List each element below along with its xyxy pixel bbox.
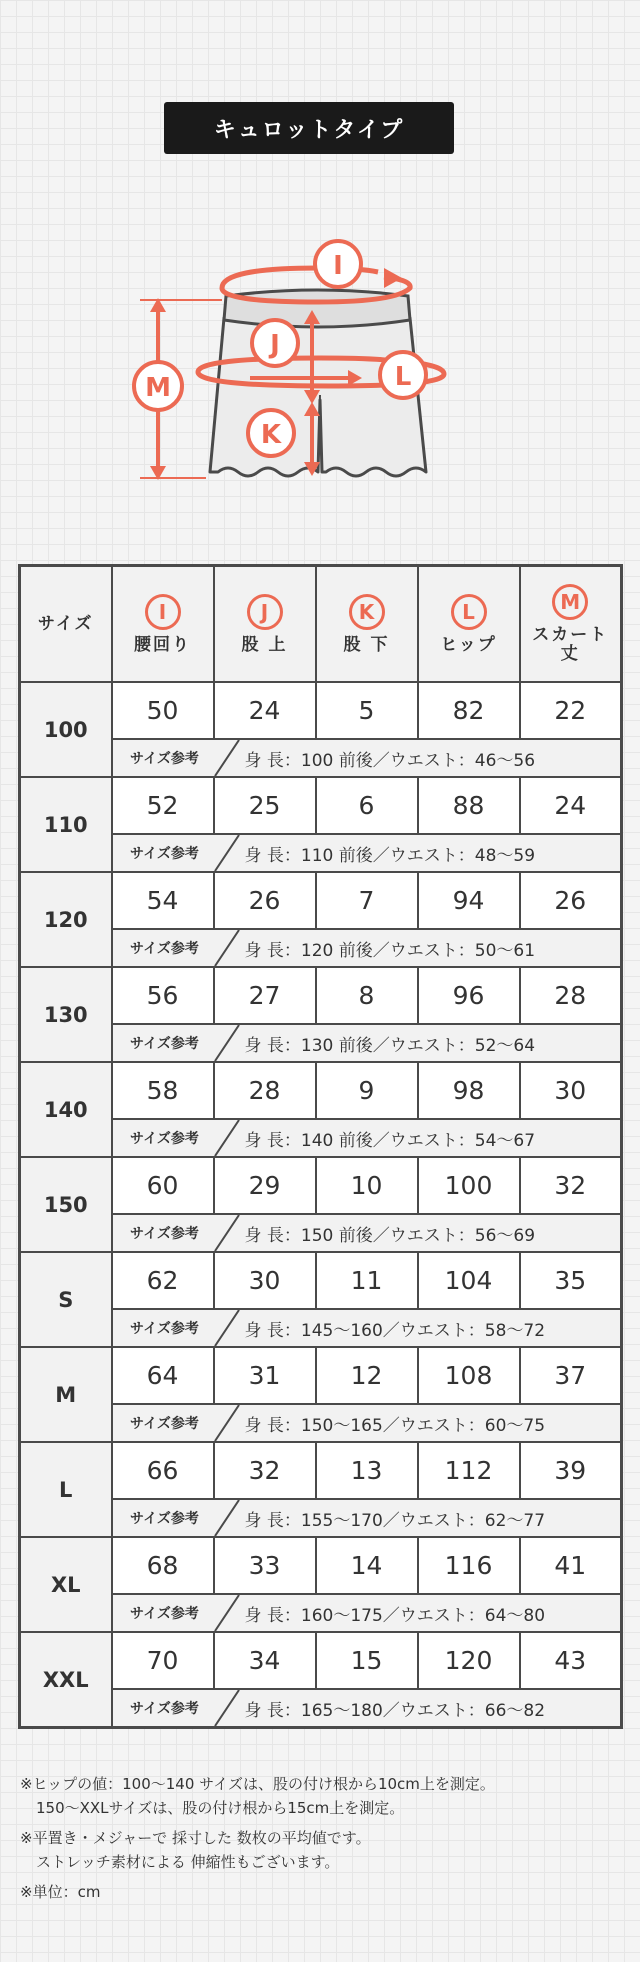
column-label-length: スカート丈 — [532, 625, 609, 664]
note-unit — [20, 1880, 620, 1904]
label-badge-J — [252, 320, 298, 366]
table-header-row — [20, 566, 622, 683]
label-badge-I — [315, 241, 361, 287]
value-cell: 88 — [418, 777, 520, 834]
size-reference-label: サイズ参考 — [130, 941, 199, 957]
value-cell: 28 — [214, 1062, 316, 1119]
size-reference-label: サイズ参考 — [130, 1511, 199, 1527]
size-chart-table — [18, 564, 623, 1729]
note-method-line2: ストレッチ素材による 伸縮性もございます。 — [36, 1853, 340, 1871]
size-reference-label: サイズ参考 — [130, 751, 199, 767]
size-reference-cell — [112, 1024, 622, 1062]
value-cell: 14 — [316, 1537, 418, 1594]
value-cell: 13 — [316, 1442, 418, 1499]
value-cell: 7 — [316, 872, 418, 929]
table-row — [20, 682, 622, 739]
value-cell: 9 — [316, 1062, 418, 1119]
value-cell: 8 — [316, 967, 418, 1024]
value-cell: 30 — [520, 1062, 622, 1119]
size-cell: 110 — [20, 777, 112, 872]
size-reference-cell — [112, 1309, 622, 1347]
size-reference-text: 身 長：100 前後／ウエスト：46〜56 — [244, 750, 536, 771]
value-cell: 104 — [418, 1252, 520, 1309]
size-reference-cell — [112, 1119, 622, 1157]
label-text-K: K — [260, 420, 282, 450]
table-row — [20, 1157, 622, 1214]
size-reference-text: 身 長：120 前後／ウエスト：50〜61 — [244, 940, 536, 961]
label-text-J: J — [270, 330, 280, 360]
size-reference-label: サイズ参考 — [130, 1131, 199, 1147]
label-badge-M — [134, 362, 182, 410]
size-reference-cell — [112, 1214, 622, 1252]
divider-slash — [211, 1025, 241, 1061]
column-badge-L: L — [451, 594, 487, 630]
size-cell: 100 — [20, 682, 112, 777]
size-reference-text: 身 長：160〜175／ウエスト：64〜80 — [244, 1605, 546, 1626]
value-cell: 32 — [520, 1157, 622, 1214]
value-cell: 50 — [112, 682, 214, 739]
value-cell: 11 — [316, 1252, 418, 1309]
size-reference-text: 身 長：150〜165／ウエスト：60〜75 — [244, 1415, 546, 1436]
column-badge-I: I — [145, 594, 181, 630]
note-hip-line2: 150〜XXLサイズは、股の付け根から15cm上を測定。 — [36, 1799, 405, 1817]
section-title: キュロットタイプ — [213, 117, 405, 143]
value-cell: 58 — [112, 1062, 214, 1119]
value-cell: 70 — [112, 1632, 214, 1689]
table-row — [20, 967, 622, 1024]
label-text-L: L — [394, 362, 412, 392]
note-method — [20, 1826, 620, 1874]
table-row — [20, 1442, 622, 1499]
table-row — [20, 872, 622, 929]
size-reference-text: 身 長：145〜160／ウエスト：58〜72 — [244, 1320, 546, 1341]
divider-slash — [211, 930, 241, 966]
size-reference-cell — [112, 929, 622, 967]
column-badge-K: K — [349, 594, 385, 630]
column-badge-M: M — [552, 584, 588, 620]
divider-slash — [211, 740, 241, 776]
value-cell: 15 — [316, 1632, 418, 1689]
value-cell: 32 — [214, 1442, 316, 1499]
value-cell: 120 — [418, 1632, 520, 1689]
value-cell: 29 — [214, 1157, 316, 1214]
size-reference-text: 身 長：150 前後／ウエスト：56〜69 — [244, 1225, 536, 1246]
value-cell: 30 — [214, 1252, 316, 1309]
size-cell: XL — [20, 1537, 112, 1632]
table-row — [20, 1062, 622, 1119]
value-cell: 24 — [214, 682, 316, 739]
note-hip — [20, 1772, 620, 1820]
size-reference-cell — [112, 1404, 622, 1442]
value-cell: 41 — [520, 1537, 622, 1594]
value-cell: 98 — [418, 1062, 520, 1119]
divider-slash — [211, 1310, 241, 1346]
divider-slash — [211, 1595, 241, 1631]
size-reference-text: 身 長：110 前後／ウエスト：48〜59 — [244, 845, 536, 866]
value-cell: 39 — [520, 1442, 622, 1499]
table-row — [20, 1347, 622, 1404]
section-title-bar — [164, 102, 454, 154]
size-reference-label: サイズ参考 — [130, 1226, 199, 1242]
column-header-rise — [214, 566, 316, 683]
value-cell: 100 — [418, 1157, 520, 1214]
column-header-inseam — [316, 566, 418, 683]
size-cell: M — [20, 1347, 112, 1442]
notes-section — [20, 1772, 620, 1910]
value-cell: 37 — [520, 1347, 622, 1404]
size-cell: XXL — [20, 1632, 112, 1728]
divider-slash — [211, 1120, 241, 1156]
size-reference-cell — [112, 1499, 622, 1537]
size-chart-body — [20, 682, 622, 1728]
value-cell: 35 — [520, 1252, 622, 1309]
value-cell: 112 — [418, 1442, 520, 1499]
divider-slash — [211, 1215, 241, 1251]
size-cell: S — [20, 1252, 112, 1347]
value-cell: 25 — [214, 777, 316, 834]
value-cell: 116 — [418, 1537, 520, 1594]
column-label-inseam: 股 下 — [343, 634, 390, 655]
label-text-I: I — [333, 251, 343, 281]
column-label-hip: ヒップ — [440, 634, 497, 655]
size-header-cell — [20, 566, 112, 683]
size-cell: 150 — [20, 1157, 112, 1252]
waist-arrow-head — [384, 268, 402, 288]
value-cell: 54 — [112, 872, 214, 929]
size-reference-label: サイズ参考 — [130, 846, 199, 862]
column-badge-J: J — [247, 594, 283, 630]
size-header-label: サイズ — [37, 614, 94, 635]
table-row — [20, 1632, 622, 1689]
table-row — [20, 777, 622, 834]
value-cell: 64 — [112, 1347, 214, 1404]
column-header-hip — [418, 566, 520, 683]
size-reference-text: 身 長：130 前後／ウエスト：52〜64 — [244, 1035, 536, 1056]
size-reference-label: サイズ参考 — [130, 1321, 199, 1337]
culotte-measurement-diagram — [0, 220, 640, 490]
size-reference-cell — [112, 739, 622, 777]
value-cell: 66 — [112, 1442, 214, 1499]
note-method-line1: ※平置き・メジャーで 採寸した 数枚の平均値です。 — [20, 1829, 371, 1847]
column-label-waist: 腰回り — [134, 634, 191, 655]
value-cell: 82 — [418, 682, 520, 739]
value-cell: 68 — [112, 1537, 214, 1594]
size-reference-cell — [112, 1594, 622, 1632]
value-cell: 22 — [520, 682, 622, 739]
column-header-length — [520, 566, 622, 683]
value-cell: 6 — [316, 777, 418, 834]
size-reference-text: 身 長：155〜170／ウエスト：62〜77 — [244, 1510, 546, 1531]
size-reference-cell — [112, 834, 622, 872]
value-cell: 56 — [112, 967, 214, 1024]
divider-slash — [211, 1405, 241, 1441]
note-unit-line1: ※単位：cm — [20, 1883, 101, 1901]
value-cell: 10 — [316, 1157, 418, 1214]
label-badge-K — [248, 410, 294, 456]
divider-slash — [211, 1500, 241, 1536]
size-cell: 140 — [20, 1062, 112, 1157]
size-cell: 120 — [20, 872, 112, 967]
value-cell: 43 — [520, 1632, 622, 1689]
size-reference-cell — [112, 1689, 622, 1728]
size-reference-text: 身 長：140 前後／ウエスト：54〜67 — [244, 1130, 536, 1151]
size-reference-label: サイズ参考 — [130, 1416, 199, 1432]
value-cell: 33 — [214, 1537, 316, 1594]
value-cell: 52 — [112, 777, 214, 834]
value-cell: 27 — [214, 967, 316, 1024]
size-cell: L — [20, 1442, 112, 1537]
divider-slash — [211, 1690, 241, 1726]
label-badge-L — [380, 352, 426, 398]
table-row — [20, 1252, 622, 1309]
value-cell: 26 — [214, 872, 316, 929]
size-reference-label: サイズ参考 — [130, 1036, 199, 1052]
value-cell: 24 — [520, 777, 622, 834]
value-cell: 96 — [418, 967, 520, 1024]
value-cell: 31 — [214, 1347, 316, 1404]
label-text-M: M — [145, 373, 171, 403]
divider-slash — [211, 835, 241, 871]
value-cell: 28 — [520, 967, 622, 1024]
value-cell: 62 — [112, 1252, 214, 1309]
column-label-rise: 股 上 — [241, 634, 288, 655]
value-cell: 60 — [112, 1157, 214, 1214]
size-reference-text: 身 長：165〜180／ウエスト：66〜82 — [244, 1700, 546, 1721]
value-cell: 108 — [418, 1347, 520, 1404]
column-header-waist — [112, 566, 214, 683]
value-cell: 5 — [316, 682, 418, 739]
size-cell: 130 — [20, 967, 112, 1062]
size-reference-label: サイズ参考 — [130, 1701, 199, 1717]
value-cell: 26 — [520, 872, 622, 929]
table-row — [20, 1537, 622, 1594]
value-cell: 34 — [214, 1632, 316, 1689]
size-reference-label: サイズ参考 — [130, 1606, 199, 1622]
note-hip-line1: ※ヒップの値：100〜140 サイズは、股の付け根から10cm上を測定。 — [20, 1775, 495, 1793]
value-cell: 12 — [316, 1347, 418, 1404]
value-cell: 94 — [418, 872, 520, 929]
